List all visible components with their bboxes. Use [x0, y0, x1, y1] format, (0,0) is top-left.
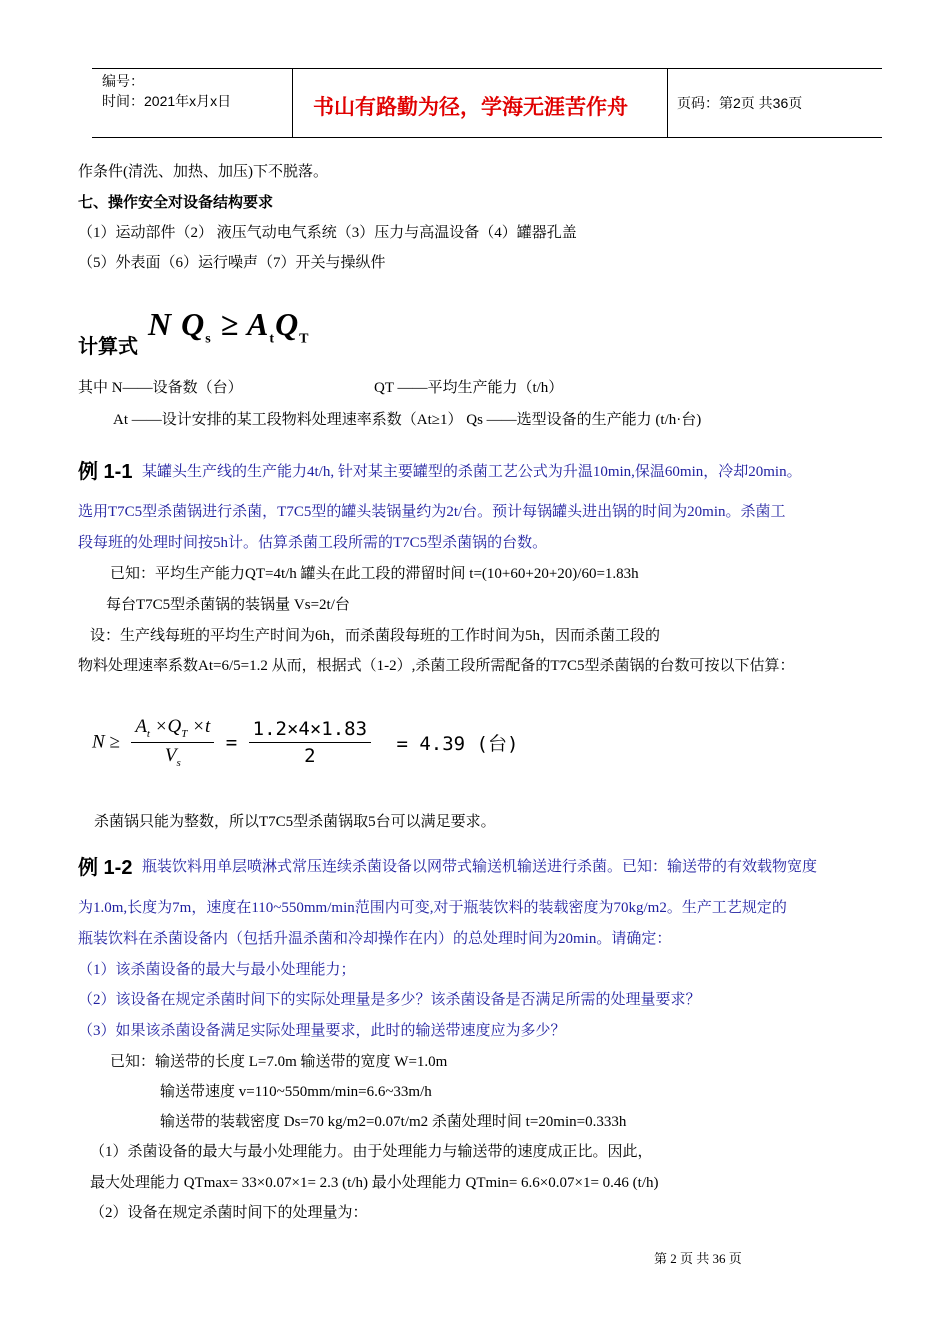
- question-line: （1）该杀菌设备的最大与最小处理能力；: [78, 962, 356, 978]
- page-footer: 第 2 页 共 36 页: [654, 1251, 742, 1266]
- equation: N ≥ $\frac{A_t \times Q_T \times t}{V_s}$ = $\frac{1.2\times 4\times 1.83}{2}$ = 4.39 (台): [92, 716, 519, 769]
- text-line: At ——设计安排的某工段物料处理速率系数（At≥1） Qs ——选型设备的生产能力 (t/h·台): [113, 412, 702, 428]
- text-line: QT ——平均生产能力（t/h）: [374, 380, 564, 396]
- text-line: 段每班的处理时间按5h计。估算杀菌工段所需的T7C5型杀菌锅的台数。: [78, 535, 548, 551]
- formula-equation: N $Q_s \ge A_tQ_T$: [148, 306, 310, 347]
- example-label: 例 1-1: [78, 461, 133, 483]
- question-line: （3）如果该杀菌设备满足实际处理量要求，此时的输送带速度应为多少？: [78, 1023, 566, 1039]
- motto: 书山有路勤为径，学海无涯苦作舟: [313, 95, 628, 119]
- text-line: 输送带的装载密度 Ds=70 kg/m2=0.07t/m2 杀菌处理时间 t=20min=0.333h: [160, 1114, 627, 1130]
- text-line: （1）运动部件（2） 液压气动电气系统（3）压力与高温设备（4）罐器孔盖: [78, 225, 577, 241]
- header-left-cell: [92, 69, 292, 137]
- text-line: （1）杀菌设备的最大与最小处理能力。由于处理能力与输送带的速度成正比。因此，: [90, 1144, 653, 1160]
- example-label: 例 1-2: [78, 857, 133, 879]
- page-header: [92, 68, 882, 138]
- text-line: 已知：平均生产能力QT=4t/h 罐头在此工段的滞留时间 t=(10+60+20+20)/60=1.83h: [110, 566, 639, 582]
- section-title: 七、操作安全对设备结构要求: [78, 195, 274, 211]
- equation-denominator: 2: [304, 744, 316, 767]
- number-label: 编号：: [102, 73, 144, 89]
- text-line: 为1.0m,长度为7m，速度在110~550mm/min范围内可变,对于瓶装饮料的装载密度为70kg/m2。生产工艺规定的: [78, 900, 787, 916]
- page-label: 页码：第2页 共36页: [677, 95, 803, 111]
- text-line: 选用T7C5型杀菌锅进行杀菌，T7C5型的罐头装锅量约为2t/台。预计每锅罐头进出锅的时间为20min。杀菌工: [78, 504, 786, 520]
- text-line: 作条件(清洗、加热、加压)下不脱落。: [78, 164, 328, 180]
- equation-result: = 4.39 (台): [396, 732, 519, 755]
- header-right-cell: [667, 69, 882, 137]
- text-line: 瓶装饮料用单层喷淋式常压连续杀菌设备以网带式输送机输送进行杀菌。已知：输送带的有效载物宽度: [142, 859, 818, 875]
- text-line: 设：生产线每班的平均生产时间为6h，而杀菌段每班的工作时间为5h，因而杀菌工段的: [90, 628, 661, 644]
- question-line: （2）该设备在规定杀菌时间下的实际处理量是多少？该杀菌设备是否满足所需的处理量要求？: [78, 992, 701, 1008]
- text-line: （2）设备在规定杀菌时间下的处理量为：: [90, 1205, 368, 1221]
- formula-label: 计算式: [78, 336, 138, 358]
- text-line: 已知：输送带的长度 L=7.0m 输送带的宽度 W=1.0m: [110, 1054, 448, 1070]
- text-line: 物料处理速率系数At=6/5=1.2 从而，根据式（1-2）,杀菌工段所需配备的T7C5型杀菌锅的台数可按以下估算：: [78, 658, 795, 674]
- time-label: 时间：2021年x月x日: [102, 93, 232, 109]
- text-line: 其中 N——设备数（台）: [78, 380, 243, 396]
- text-line: 杀菌锅只能为整数，所以T7C5型杀菌锅取5台可以满足要求。: [94, 814, 496, 830]
- text-line: （5）外表面（6）运行噪声（7）开关与操纵件: [78, 255, 386, 271]
- text-line: 每台T7C5型杀菌锅的装锅量 Vs=2t/台: [106, 597, 350, 613]
- text-line: 最大处理能力 QTmax= 33×0.07×1= 2.3 (t/h) 最小处理能力 QTmin= 6.6×0.07×1= 0.46 (t/h): [90, 1175, 659, 1191]
- text-line: 输送带速度 v=110~550mm/min=6.6~33m/h: [160, 1084, 432, 1100]
- text-line: 某罐头生产线的生产能力4t/h, 针对某主要罐型的杀菌工艺公式为升温10min,保温60min，冷却20min。: [142, 464, 802, 480]
- text-line: 瓶装饮料在杀菌设备内（包括升温杀菌和冷却操作在内）的总处理时间为20min。请确定：: [78, 931, 672, 947]
- header-motto-cell: [292, 69, 668, 137]
- equation-numerator: 1.2×4×1.83: [249, 718, 371, 743]
